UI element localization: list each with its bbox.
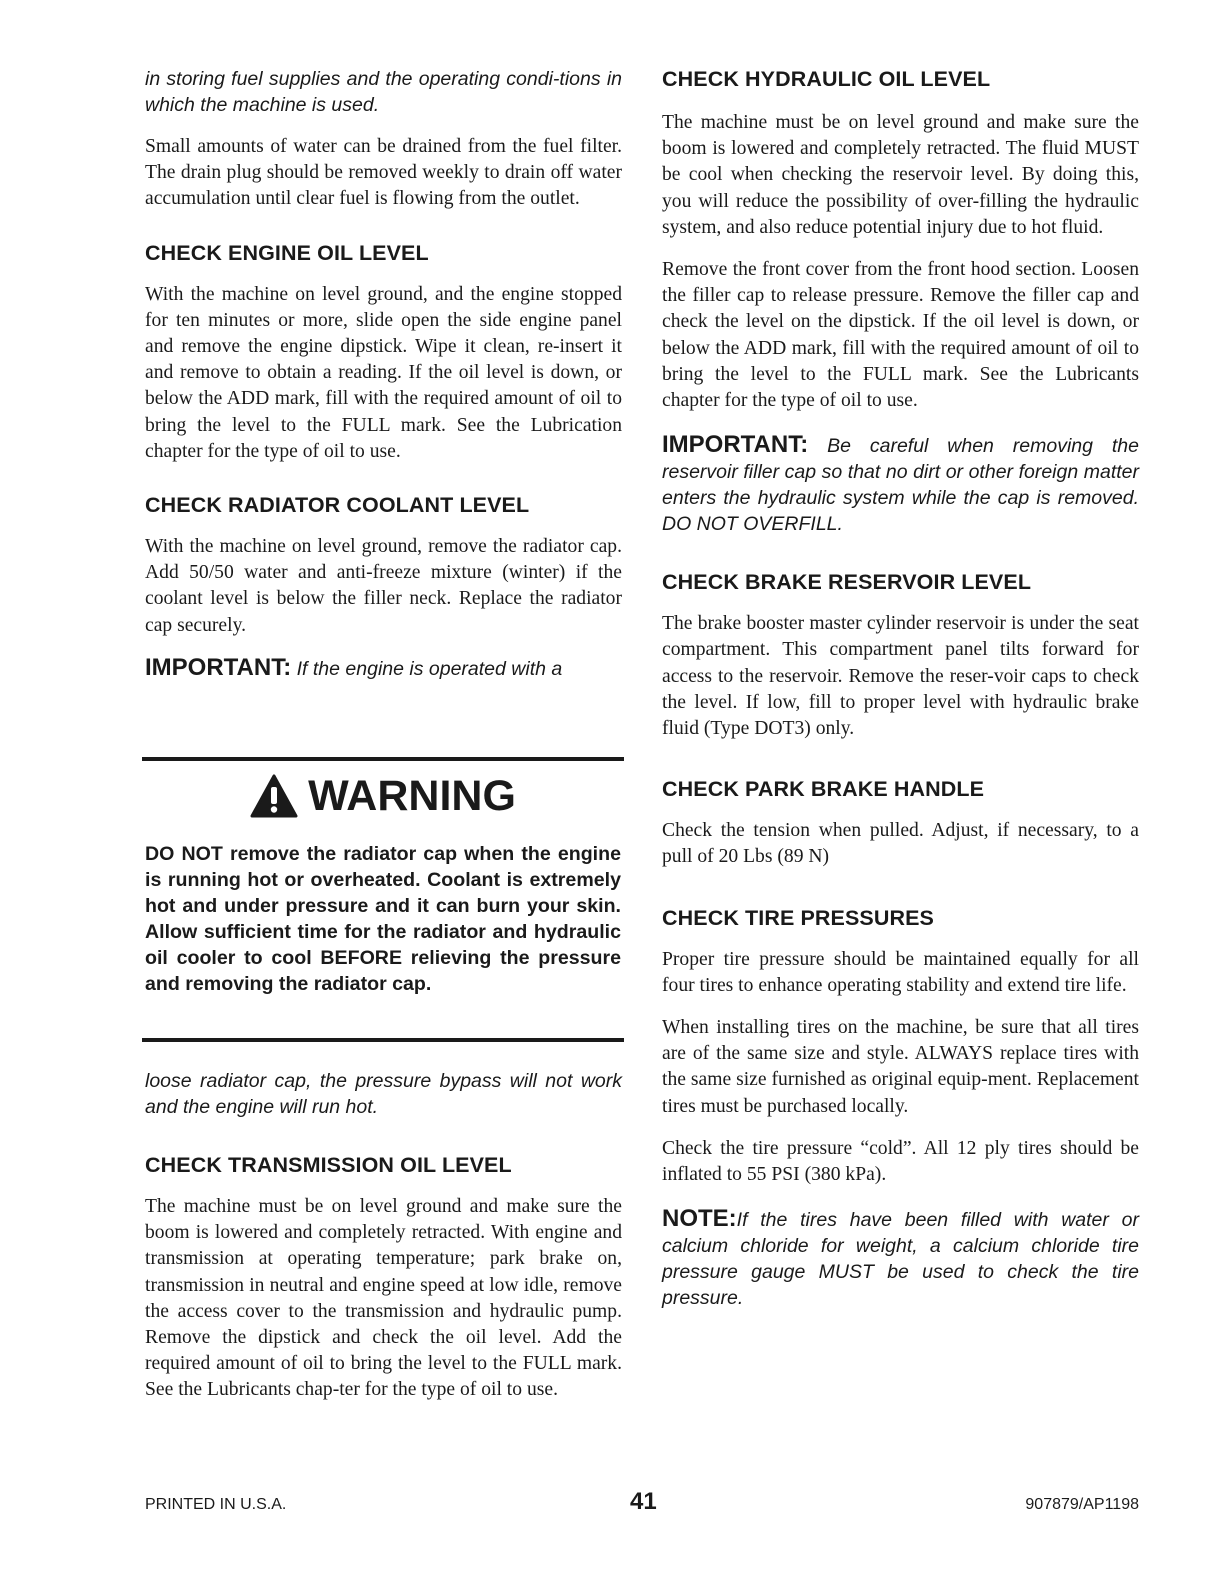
warning-box [142,757,624,997]
tire-pressure-heading: CHECK TIRE PRESSURES [662,905,934,930]
hydraulic-paragraph-1: The machine must be on level ground and make sure the boom is lowered and completely retracted. The fluid MUST be cool when checking the reservoir level. By doing this, you will reduce the possibility of over-filling the hydraulic system, and also reduce potential injury due to hot fluid. [662,112,1139,238]
tire-paragraph-3: Check the tire pressure “cold”. All 12 ply tires should be inflated to 55 PSI (380 kPa). [662,1137,1139,1186]
coolant-paragraph: With the machine on level ground, remove the radiator cap. Add 50/50 water and anti-freeze mixture (winter) if the coolant level is below the filler neck. Replace the radiator cap securely. [145,536,622,636]
hydraulic-heading: CHECK HYDRAULIC OIL LEVEL [662,67,991,91]
park-brake-paragraph: Check the tension when pulled. Adjust, if necessary, to a pull of 20 Lbs (89 N) [662,820,1139,868]
document-code: 907879/AP1198 [1025,1496,1139,1513]
important-continued-text: loose radiator cap, the pressure bypass will not work and the engine will run hot. [145,1070,622,1118]
right-column [662,66,1139,1311]
brake-reservoir-heading: CHECK BRAKE RESERVOIR LEVEL [662,570,1032,595]
warning-text: DO NOT remove the radiator cap when the engine is running hot or overheated. Coolant is extremely hot and under pressure and it can burn your skin. Allow sufficient time for the radiator and hydraulic oil cooler to cool BEFORE relieving the pressure and removing the radiator cap. [145,843,621,995]
warning-triangle-icon [250,774,298,818]
warning-bottom-rule [142,1038,624,1042]
coolant-heading: CHECK RADIATOR COOLANT LEVEL [145,493,530,518]
important-text: Be careful when removing the reservoir filler cap so that no dirt or other foreign matter enters the hydraulic system while the cap is removed. DO NOT OVERFILL. [662,435,1139,536]
important-label: IMPORTANT: [145,653,292,681]
tire-paragraph-1: Proper tire pressure should be maintained equally for all four tires to enhance operating stability and extend tire life. [662,948,1139,996]
note-label: NOTE: [662,1205,737,1233]
note-text: If the tires have been filled with water or calcium chloride for weight, a calcium chloride tire pressure gauge MUST be used to check the tire pressure. [662,1209,1139,1310]
important-label: IMPORTANT: [662,431,809,459]
hydraulic-paragraph-2: Remove the front cover from the front hood section. Loosen the filler cap to release pressure. Remove the filler cap and check the level on the dipstick. If the oil level is down, or below the ADD mark, fill with the required amount of oil to bring the level to the FULL mark. See the Lubricants chapter for the type of oil to use. [662,259,1139,412]
left-column-lower [145,1068,622,1420]
park-brake-heading: CHECK PARK BRAKE HANDLE [662,777,985,802]
important-text: If the engine is operated with a [296,657,563,680]
brake-reservoir-paragraph: The brake booster master cylinder reservoir is under the seat compartment. This compartment panel tilts forward for access to the reservoir. Remove the reser-voir caps to check the level. If low, fill to proper level with hydraulic brake fluid (Type DOT3) only. [662,613,1139,740]
footer-printed-in: PRINTED IN U.S.A. [145,1496,287,1513]
engine-oil-paragraph: With the machine on level ground, and the engine stopped for ten minutes or more, slide open the side engine panel and remove the engine dipstick. Wipe it clean, re-insert it and remove to obtain a reading. If the oil level is down, or below the ADD mark, fill with the required amount of oil to bring the level to the FULL mark. See the Lubrication chapter for the type of oil to use. [145,283,622,462]
continued-italic-text: in storing fuel supplies and the operating condi-tions in which the machine is used. [145,68,622,116]
page-number: 41 [630,1488,657,1515]
warning-top-rule [142,757,624,761]
transmission-paragraph: The machine must be on level ground and make sure the boom is lowered and completely retracted. With engine and transmission at operating temperature; park brake on, transmission in neutral and engine speed at low idle, remove the access cover to the transmission and hydraulic pump. Remove the dipstick and check the oil level. Add the required amount of oil to bring the level to the FULL mark. See the Lubricants chap-ter for the type of oil to use. [145,1196,622,1401]
left-column [145,66,622,682]
water-drain-paragraph: Small amounts of water can be drained from the fuel filter. The drain plug should be removed weekly to drain off water accumulation until clear fuel is flowing from the outlet. [145,136,622,210]
tire-paragraph-2: When installing tires on the machine, be sure that all tires are of the same size and style. ALWAYS replace tires with the same size furnished as original equip-ment. Replacement tires must be purchased locally. [662,1017,1139,1117]
transmission-heading: CHECK TRANSMISSION OIL LEVEL [145,1153,512,1177]
warning-title: WARNING [308,771,516,820]
important-note-right [662,432,1139,537]
important-note-left [145,655,622,682]
warning-header [142,763,624,829]
tire-note [662,1206,1139,1311]
engine-oil-heading: CHECK ENGINE OIL LEVEL [145,240,429,265]
